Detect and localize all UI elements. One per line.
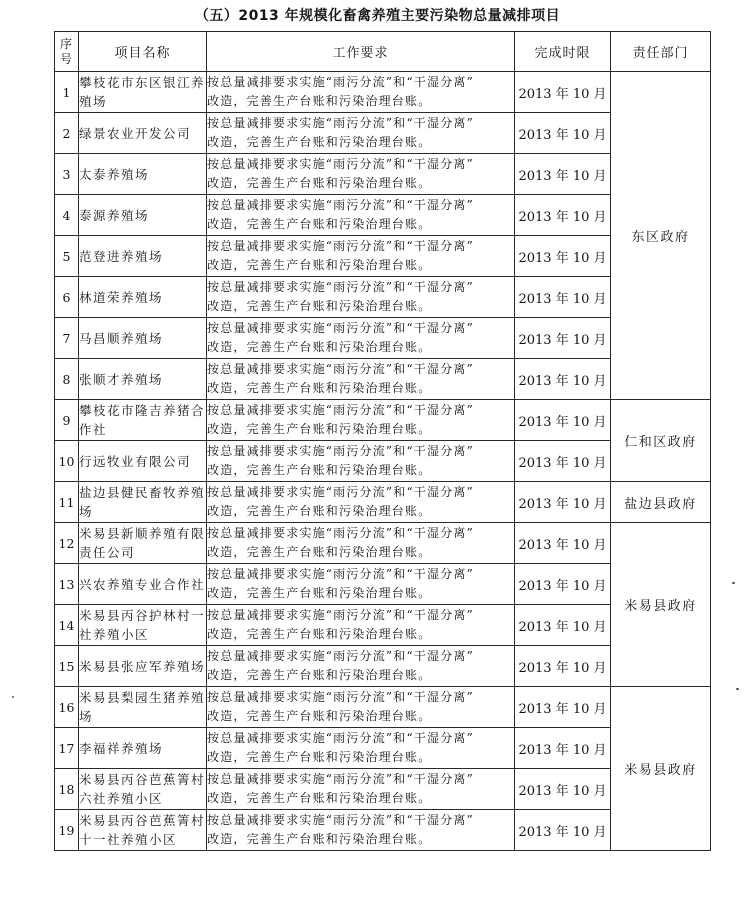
row-deadline: 2013 年 10 月 bbox=[515, 728, 611, 769]
row-work-requirement bbox=[207, 605, 515, 646]
requirement-line-1: 按总量减排要求实施“雨污分流”和“干湿分离” bbox=[207, 321, 474, 335]
row-project-name: 李福祥养殖场 bbox=[79, 728, 207, 769]
row-deadline: 2013 年 10 月 bbox=[515, 564, 611, 605]
header-serial-number bbox=[55, 32, 79, 72]
row-work-requirement bbox=[207, 687, 515, 728]
row-serial-number: 4 bbox=[55, 195, 79, 236]
requirement-line-1: 按总量减排要求实施“雨污分流”和“干湿分离” bbox=[207, 198, 474, 212]
requirement-line-1: 按总量减排要求实施“雨污分流”和“干湿分离” bbox=[207, 444, 474, 458]
row-work-requirement bbox=[207, 277, 515, 318]
requirement-line-1: 按总量减排要求实施“雨污分流”和“干湿分离” bbox=[207, 403, 474, 417]
row-work-requirement bbox=[207, 154, 515, 195]
requirement-line-2: 改造，完善生产台账和污染治理台账。 bbox=[207, 463, 432, 477]
requirement-line-2: 改造，完善生产台账和污染治理台账。 bbox=[207, 217, 432, 231]
row-work-requirement bbox=[207, 441, 515, 482]
row-work-requirement bbox=[207, 523, 515, 564]
table-body bbox=[55, 72, 711, 851]
document-title: （五）2013 年规模化畜禽养殖主要污染物总量减排项目 bbox=[194, 8, 561, 24]
row-serial-number: 1 bbox=[55, 72, 79, 113]
header-deadline: 完成时限 bbox=[515, 32, 611, 72]
requirement-line-1: 按总量减排要求实施“雨污分流”和“干湿分离” bbox=[207, 485, 474, 499]
row-work-requirement bbox=[207, 72, 515, 113]
requirement-line-2: 改造，完善生产台账和污染治理台账。 bbox=[207, 94, 432, 108]
row-work-requirement bbox=[207, 646, 515, 687]
row-deadline: 2013 年 10 月 bbox=[515, 277, 611, 318]
requirement-line-2: 改造，完善生产台账和污染治理台账。 bbox=[207, 668, 432, 682]
requirement-line-1: 按总量减排要求实施“雨污分流”和“干湿分离” bbox=[207, 608, 474, 622]
table-row bbox=[55, 687, 711, 728]
row-deadline: 2013 年 10 月 bbox=[515, 195, 611, 236]
row-responsible-department: 米易县政府 bbox=[611, 687, 711, 851]
requirement-line-2: 改造，完善生产台账和污染治理台账。 bbox=[207, 135, 432, 149]
requirement-line-2: 改造，完善生产台账和污染治理台账。 bbox=[207, 381, 432, 395]
requirement-line-2: 改造，完善生产台账和污染治理台账。 bbox=[207, 791, 432, 805]
requirement-line-2: 改造，完善生产台账和污染治理台账。 bbox=[207, 545, 432, 559]
row-work-requirement bbox=[207, 564, 515, 605]
row-deadline: 2013 年 10 月 bbox=[515, 523, 611, 564]
row-project-name: 攀枝花市隆吉养猪合作社 bbox=[79, 400, 207, 441]
row-work-requirement bbox=[207, 113, 515, 154]
row-serial-number: 19 bbox=[55, 810, 79, 851]
header-project-name: 项目名称 bbox=[79, 32, 207, 72]
row-deadline: 2013 年 10 月 bbox=[515, 236, 611, 277]
row-deadline: 2013 年 10 月 bbox=[515, 769, 611, 810]
row-deadline: 2013 年 10 月 bbox=[515, 318, 611, 359]
row-serial-number: 6 bbox=[55, 277, 79, 318]
row-responsible-department: 盐边县政府 bbox=[611, 482, 711, 523]
requirement-line-2: 改造，完善生产台账和污染治理台账。 bbox=[207, 299, 432, 313]
requirement-line-2: 改造，完善生产台账和污染治理台账。 bbox=[207, 422, 432, 436]
row-deadline: 2013 年 10 月 bbox=[515, 441, 611, 482]
row-project-name: 太泰养殖场 bbox=[79, 154, 207, 195]
requirement-line-1: 按总量减排要求实施“雨污分流”和“干湿分离” bbox=[207, 239, 474, 253]
requirement-line-2: 改造，完善生产台账和污染治理台账。 bbox=[207, 258, 432, 272]
row-serial-number: 11 bbox=[55, 482, 79, 523]
row-project-name: 攀枝花市东区银江养殖场 bbox=[79, 72, 207, 113]
row-project-name: 兴农养殖专业合作社 bbox=[79, 564, 207, 605]
table-row bbox=[55, 72, 711, 113]
requirement-line-1: 按总量减排要求实施“雨污分流”和“干湿分离” bbox=[207, 116, 474, 130]
requirement-line-1: 按总量减排要求实施“雨污分流”和“干湿分离” bbox=[207, 362, 474, 376]
row-work-requirement bbox=[207, 482, 515, 523]
requirement-line-1: 按总量减排要求实施“雨污分流”和“干湿分离” bbox=[207, 772, 474, 786]
row-project-name: 米易县丙谷芭蕉箐村六社养殖小区 bbox=[79, 769, 207, 810]
row-project-name: 行远牧业有限公司 bbox=[79, 441, 207, 482]
requirement-line-2: 改造，完善生产台账和污染治理台账。 bbox=[207, 340, 432, 354]
row-deadline: 2013 年 10 月 bbox=[515, 482, 611, 523]
header-responsible-department: 责任部门 bbox=[611, 32, 711, 72]
row-serial-number: 3 bbox=[55, 154, 79, 195]
table-header-row bbox=[55, 32, 711, 72]
row-work-requirement bbox=[207, 728, 515, 769]
row-responsible-department: 东区政府 bbox=[611, 72, 711, 400]
requirement-line-2: 改造，完善生产台账和污染治理台账。 bbox=[207, 176, 432, 190]
row-project-name: 马昌顺养殖场 bbox=[79, 318, 207, 359]
row-deadline: 2013 年 10 月 bbox=[515, 359, 611, 400]
row-work-requirement bbox=[207, 769, 515, 810]
requirement-line-1: 按总量减排要求实施“雨污分流”和“干湿分离” bbox=[207, 157, 474, 171]
requirement-line-1: 按总量减排要求实施“雨污分流”和“干湿分离” bbox=[207, 649, 474, 663]
row-work-requirement bbox=[207, 810, 515, 851]
row-work-requirement bbox=[207, 400, 515, 441]
row-project-name: 泰源养殖场 bbox=[79, 195, 207, 236]
requirement-line-1: 按总量减排要求实施“雨污分流”和“干湿分离” bbox=[207, 526, 474, 540]
row-serial-number: 16 bbox=[55, 687, 79, 728]
row-work-requirement bbox=[207, 236, 515, 277]
row-work-requirement bbox=[207, 359, 515, 400]
row-deadline: 2013 年 10 月 bbox=[515, 605, 611, 646]
row-project-name: 张顺才养殖场 bbox=[79, 359, 207, 400]
row-responsible-department: 仁和区政府 bbox=[611, 400, 711, 482]
requirement-line-1: 按总量减排要求实施“雨污分流”和“干湿分离” bbox=[207, 567, 474, 581]
header-serial-number-label: 序 号 bbox=[59, 36, 73, 66]
row-project-name: 米易县梨园生猪养殖场 bbox=[79, 687, 207, 728]
table-row bbox=[55, 400, 711, 441]
header-work-requirement: 工作要求 bbox=[207, 32, 515, 72]
requirement-line-1: 按总量减排要求实施“雨污分流”和“干湿分离” bbox=[207, 280, 474, 294]
row-serial-number: 10 bbox=[55, 441, 79, 482]
scan-speck bbox=[732, 582, 735, 584]
requirement-line-1: 按总量减排要求实施“雨污分流”和“干湿分离” bbox=[207, 731, 474, 745]
row-work-requirement bbox=[207, 318, 515, 359]
row-serial-number: 5 bbox=[55, 236, 79, 277]
requirement-line-2: 改造，完善生产台账和污染治理台账。 bbox=[207, 504, 432, 518]
scan-speck bbox=[736, 688, 739, 690]
row-serial-number: 15 bbox=[55, 646, 79, 687]
row-project-name: 绿景农业开发公司 bbox=[79, 113, 207, 154]
row-responsible-department: 米易县政府 bbox=[611, 523, 711, 687]
row-serial-number: 14 bbox=[55, 605, 79, 646]
row-project-name: 林道荣养殖场 bbox=[79, 277, 207, 318]
row-serial-number: 13 bbox=[55, 564, 79, 605]
table-row bbox=[55, 482, 711, 523]
row-project-name: 米易县丙谷芭蕉箐村十一社养殖小区 bbox=[79, 810, 207, 851]
scan-speck bbox=[12, 696, 14, 698]
requirement-line-2: 改造，完善生产台账和污染治理台账。 bbox=[207, 586, 432, 600]
row-project-name: 范登进养殖场 bbox=[79, 236, 207, 277]
row-project-name: 米易县张应军养殖场 bbox=[79, 646, 207, 687]
row-project-name: 盐边县健民畜牧养殖场 bbox=[79, 482, 207, 523]
requirement-line-1: 按总量减排要求实施“雨污分流”和“干湿分离” bbox=[207, 690, 474, 704]
row-project-name: 米易县丙谷护林村一社养殖小区 bbox=[79, 605, 207, 646]
row-deadline: 2013 年 10 月 bbox=[515, 646, 611, 687]
row-deadline: 2013 年 10 月 bbox=[515, 72, 611, 113]
row-serial-number: 9 bbox=[55, 400, 79, 441]
requirement-line-1: 按总量减排要求实施“雨污分流”和“干湿分离” bbox=[207, 813, 474, 827]
emission-project-table bbox=[54, 31, 711, 851]
row-serial-number: 12 bbox=[55, 523, 79, 564]
row-deadline: 2013 年 10 月 bbox=[515, 400, 611, 441]
requirement-line-2: 改造，完善生产台账和污染治理台账。 bbox=[207, 750, 432, 764]
row-project-name: 米易县新顺养殖有限责任公司 bbox=[79, 523, 207, 564]
row-serial-number: 7 bbox=[55, 318, 79, 359]
requirement-line-2: 改造，完善生产台账和污染治理台账。 bbox=[207, 832, 432, 846]
row-serial-number: 18 bbox=[55, 769, 79, 810]
row-deadline: 2013 年 10 月 bbox=[515, 154, 611, 195]
row-deadline: 2013 年 10 月 bbox=[515, 687, 611, 728]
row-serial-number: 2 bbox=[55, 113, 79, 154]
row-serial-number: 8 bbox=[55, 359, 79, 400]
row-deadline: 2013 年 10 月 bbox=[515, 113, 611, 154]
row-deadline: 2013 年 10 月 bbox=[515, 810, 611, 851]
requirement-line-2: 改造，完善生产台账和污染治理台账。 bbox=[207, 709, 432, 723]
requirement-line-1: 按总量减排要求实施“雨污分流”和“干湿分离” bbox=[207, 75, 474, 89]
requirement-line-2: 改造，完善生产台账和污染治理台账。 bbox=[207, 627, 432, 641]
table-row bbox=[55, 523, 711, 564]
row-work-requirement bbox=[207, 195, 515, 236]
row-serial-number: 17 bbox=[55, 728, 79, 769]
